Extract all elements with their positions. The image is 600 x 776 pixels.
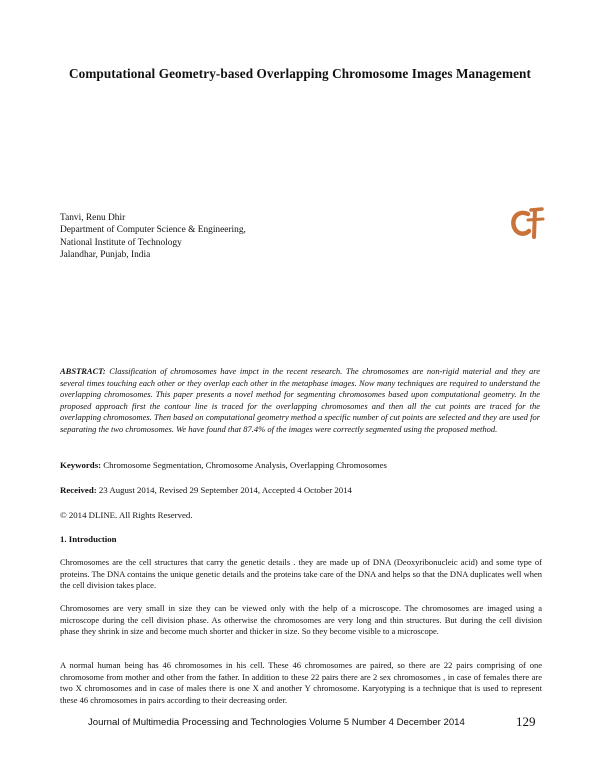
author-institute: National Institute of Technology (60, 237, 182, 248)
author-block (60, 212, 246, 261)
author-location: Jalandhar, Punjab, India (60, 249, 151, 260)
footer-journal: Journal of Multimedia Processing and Technologies Volume 5 Number 4 December 2014 (88, 717, 465, 728)
received-dates (60, 485, 540, 497)
journal-logo-icon (509, 206, 545, 242)
keywords-text: Chromosome Segmentation, Chromosome Analysis, Overlapping Chromosomes (103, 460, 387, 470)
paragraph: Chromosomes are the cell structures that carry the genetic details . they are made up of DNA (Deoxyribonucleic acid) and some type of proteins. The DNA contains the unique genetic details and the proteins take care of the DNA and helps so that the DNA duplicates well when the cell division takes place. (60, 557, 542, 590)
author-names: Tanvi, Renu Dhir (60, 213, 126, 223)
abstract (60, 366, 540, 436)
copyright: © 2014 DLINE. All Rights Reserved. (60, 510, 193, 520)
paragraph: A normal human being has 46 chromosomes in his cell. These 46 chromosomes are paired, so there are 22 pairs comprising of one chromosome from mother and other from the father. In addition to these 22 pairs there are 2 sex chromosomes , in case of females there are two X chromosomes and in case of males there is one X and another Y chromosome. Karyotyping is a technique that is used to represent these 46 chromosomes in pairs according to their decreasing order. (60, 660, 542, 705)
paragraph: Chromosomes are very small in size they can be viewed only with the help of a microscope. The chromosomes are imaged using a microscope during the cell division phase. As otherwise the chromosomes are very long and thin structures. But during the cell division phase they shrink in size and become much shorter and thicker in size. So they become visible to a microscope. (60, 603, 542, 636)
page-number: 129 (516, 714, 536, 729)
received-text: 23 August 2014, Revised 29 September 2014, Accepted 4 October 2014 (98, 485, 352, 495)
section-heading: 1. Introduction (60, 534, 117, 544)
abstract-text: Classification of chromosomes have impct in the recent research. The chromosomes are non-rigid material and they are several times touching each other or they overlap each other in the metaphase images. Now many techniques are required to understand the overlapping chromosomes. This paper presents a novel method for segmenting chromosomes based upon computational geometry. In the proposed approach first the contour line is traced for the overlapping chromosomes and then all the cut points are traced for the overlapping chromosomes. Then based on computational geometry method a specific number of cut points are selected and they are used for separating the two chromosomes. We have found that 87.4% of the images were correctly segmented using the proposed method. (60, 366, 541, 434)
keywords-label: Keywords: (60, 460, 102, 470)
abstract-label: ABSTRACT: (60, 366, 106, 376)
keywords (60, 460, 540, 472)
author-department: Department of Computer Science & Engineering, (60, 225, 246, 236)
received-label: Received: (60, 485, 97, 495)
page-footer (88, 714, 558, 729)
paper-title: Computational Geometry-based Overlapping Chromosome Images Management (69, 66, 531, 81)
